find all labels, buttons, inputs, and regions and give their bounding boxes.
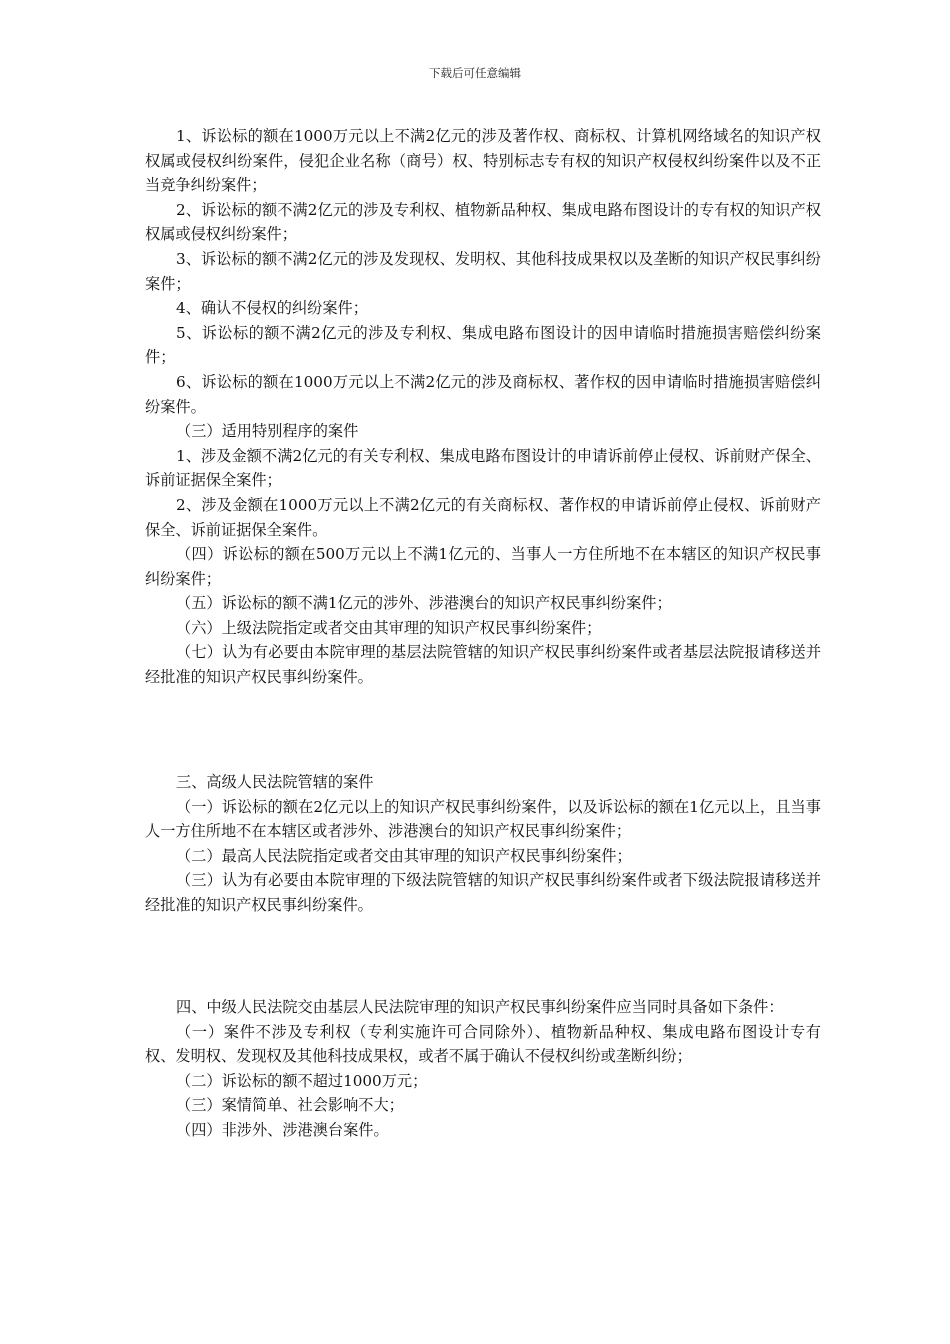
paragraph: （二）诉讼标的额不超过1000万元； [176,1071,428,1090]
paragraph: 2、涉及金额在1000万元以上不满2亿元的有关商标权、著作权的申请诉前停止侵权、诉前财产保全、诉前证据保全案件。 [145,495,821,539]
paragraph: 1、诉讼标的额在1000万元以上不满2亿元的涉及著作权、商标权、计算机网络域名的知识产权权属或侵权纠纷案件，侵犯企业名称（商号）权、特别标志专有权的知识产权侵权纠纷案件以及不正当竞争纠纷案件； [145,127,821,195]
section-intermediate-court-cases [145,124,821,690]
paragraph: （四）诉讼标的额在500万元以上不满1亿元的、当事人一方住所地不在本辖区的知识产权民事纠纷案件； [145,545,821,588]
paragraph: 6、诉讼标的额在1000万元以上不满2亿元的涉及商标权、著作权的因申请临时措施损害赔偿纠纷案件。 [145,372,821,416]
paragraph: 2、诉讼标的额不满2亿元的涉及专利权、植物新品种权、集成电路布图设计的专有权的知识产权权属或侵权纠纷案件； [145,200,821,244]
paragraph: 1、涉及金额不满2亿元的有关专利权、集成电路布图设计的申请诉前停止侵权、诉前财产保全、诉前证据保全案件； [145,446,821,490]
paragraph: （三）案情简单、社会影响不大； [176,1096,404,1115]
paragraph: 4、确认不侵权的纠纷案件； [176,299,368,318]
paragraph: （三）认为有必要由本院审理的下级法院管辖的知识产权民事纠纷案件或者下级法院报请移送并经批准的知识产权民事纠纷案件。 [145,871,821,914]
section-transfer-conditions [145,995,821,1143]
paragraph: （二）最高人民法院指定或者交由其审理的知识产权民事纠纷案件； [176,846,632,865]
paragraph: （七）认为有必要由本院审理的基层法院管辖的知识产权民事纠纷案件或者基层法院报请移送并经批准的知识产权民事纠纷案件。 [145,643,821,687]
section-high-court-cases [145,770,821,918]
section-heading: 四、中级人民法院交由基层人民法院审理的知识产权民事纠纷案件应当同时具备如下条件： [176,998,784,1016]
paragraph: （六）上级法院指定或者交由其审理的知识产权民事纠纷案件； [176,618,602,637]
paragraph: 3、诉讼标的额不满2亿元的涉及发现权、发明权、其他科技成果权以及垄断的知识产权民事纠纷案件； [145,249,821,293]
subheading: （三）适用特别程序的案件 [176,422,359,441]
page-header: 下载后可任意编辑 [429,66,521,80]
paragraph: （四）非涉外、涉港澳台案件。 [176,1120,389,1139]
paragraph: 5、诉讼标的额不满2亿元的涉及专利权、集成电路布图设计的因申请临时措施损害赔偿纠纷案件； [145,323,821,367]
section-heading: 三、高级人民法院管辖的案件 [176,773,374,791]
paragraph: （五）诉讼标的额不满1亿元的涉外、涉港澳台的知识产权民事纠纷案件； [176,594,672,613]
paragraph: （一）诉讼标的额在2亿元以上的知识产权民事纠纷案件，以及诉讼标的额在1亿元以上，且当事人一方住所地不在本辖区或者涉外、涉港澳台的知识产权民事纠纷案件； [145,797,821,841]
paragraph: （一）案件不涉及专利权（专利实施许可合同除外）、植物新品种权、集成电路布图设计专有权、发明权、发现权及其他科技成果权，或者不属于确认不侵权纠纷或垄断纠纷； [145,1022,821,1066]
